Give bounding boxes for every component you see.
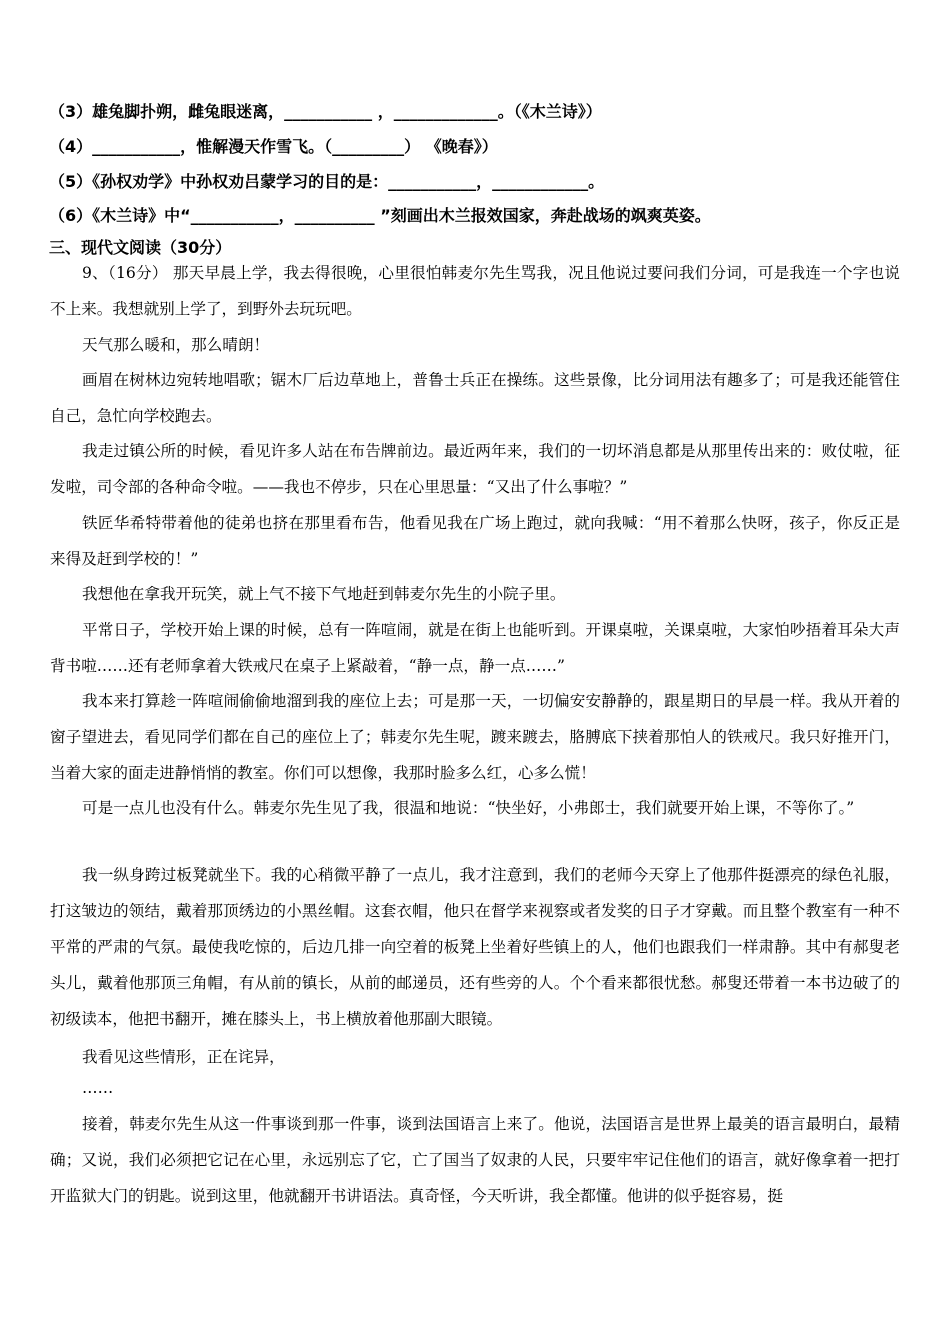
paragraph: 我本来打算趁一阵喧闹偷偷地溜到我的座位上去；可是那一天，一切偏安安静静的，跟星期日的早晨一样。我从开着的窗子望进去，看见同学们都在自己的座位上了；韩麦尔先生呢，踱来踱去，胳膊底下挟着那怕人的铁戒尺。我只好推开门，当着大家的面走进静悄悄的教室。你们可以想像，我那时脸多么红，心多么慌！ (50, 692, 900, 782)
paragraph: 可是一点儿也没有什么。韩麦尔先生见了我，很温和地说：“快坐好，小弗郎士，我们就要开始上课，不等你了。” (82, 799, 855, 817)
paragraph: 我走过镇公所的时候，看见许多人站在布告牌前边。最近两年来，我们的一切坏消息都是从那里传出来的：败仗啦，征发啦，司令部的各种命令啦。——我也不停步，只在心里思量：“又出了什么事啦？” (50, 442, 900, 496)
paragraph: 天气那么暖和，那么晴朗！ (82, 336, 270, 354)
paragraph: 画眉在树林边宛转地唱歌；锯木厂后边草地上，普鲁士兵正在操练。这些景像，比分词用法有趣多了；可是我还能管住自己，急忙向学校跑去。 (50, 371, 900, 425)
paragraph: 我看见这些情形，正在诧异， (82, 1048, 285, 1066)
paragraph: 我一纵身跨过板凳就坐下。我的心稍微平静了一点儿，我才注意到，我们的老师今天穿上了他那件挺漂亮的绿色礼服，打这皱边的领结，戴着那顶绣边的小黑丝帽。这套衣帽，他只在督学来视察或者发奖的日子才穿戴。而且整个教室有一种不平常的严肃的气氛。最使我吃惊的，后边几排一向空着的板凳上坐着好些镇上的人，他们也跟我们一样肃静。其中有郝叟老头儿，戴着他那顶三角帽，有从前的镇长，从前的邮递员，还有些旁的人。个个看来都很忧愁。郝叟还带着一本书边破了的初级读本，他把书翻开，摊在膝头上，书上横放着他那副大眼镜。 (50, 866, 900, 1028)
question-4: （4）___________，惟解漫天作雪飞。（_________） 《晚春》） (49, 137, 498, 156)
paragraph: 铁匠华希特带着他的徒弟也挤在那里看布告，他看见我在广场上跑过，就向我喊：“用不着那么快呀，孩子，你反正是来得及赶到学校的！” (50, 514, 900, 568)
ellipsis: …… (82, 1079, 114, 1097)
question-3: （3）雄兔脚扑朔，雌兔眼迷离，___________ ，_____________。（《木兰诗》） (49, 102, 602, 121)
question-6: （6）《木兰诗》中“___________，__________ ”刻画出木兰报效国家，奔赴战场的飒爽英姿。 (49, 206, 711, 225)
paragraph: 接着，韩麦尔先生从这一件事谈到那一件事，谈到法国语言上来了。他说，法国语言是世界上最美的语言最明白，最精确；又说，我们必须把它记在心里，永远别忘了它，亡了国当了奴隶的人民，只要牢牢记住他们的语言，就好像拿着一把打开监狱大门的钥匙。说到这里，他就翻开书讲语法。真奇怪，今天听讲，我全都懂。他讲的似乎挺容易，挺 (50, 1115, 900, 1205)
paragraph: 平常日子，学校开始上课的时候，总有一阵喧闹，就是在街上也能听到。开课桌啦，关课桌啦，大家怕吵捂着耳朵大声背书啦……还有老师拿着大铁戒尺在桌子上紧敲着，“静一点，静一点……” (50, 621, 900, 675)
section-title: 三、现代文阅读（30分） (49, 238, 232, 257)
paragraph: 9、（16分） 那天早晨上学，我去得很晚，心里很怕韩麦尔先生骂我，况且他说过要问我们分词，可是我连一个字也说不上来。我想就别上学了，到野外去玩玩吧。 (50, 264, 900, 318)
paragraph: 我想他在拿我开玩笑，就上气不接下气地赶到韩麦尔先生的小院子里。 (82, 585, 566, 603)
question-5: （5）《孙权劝学》中孙权劝吕蒙学习的目的是：___________，____________。 (49, 172, 605, 191)
